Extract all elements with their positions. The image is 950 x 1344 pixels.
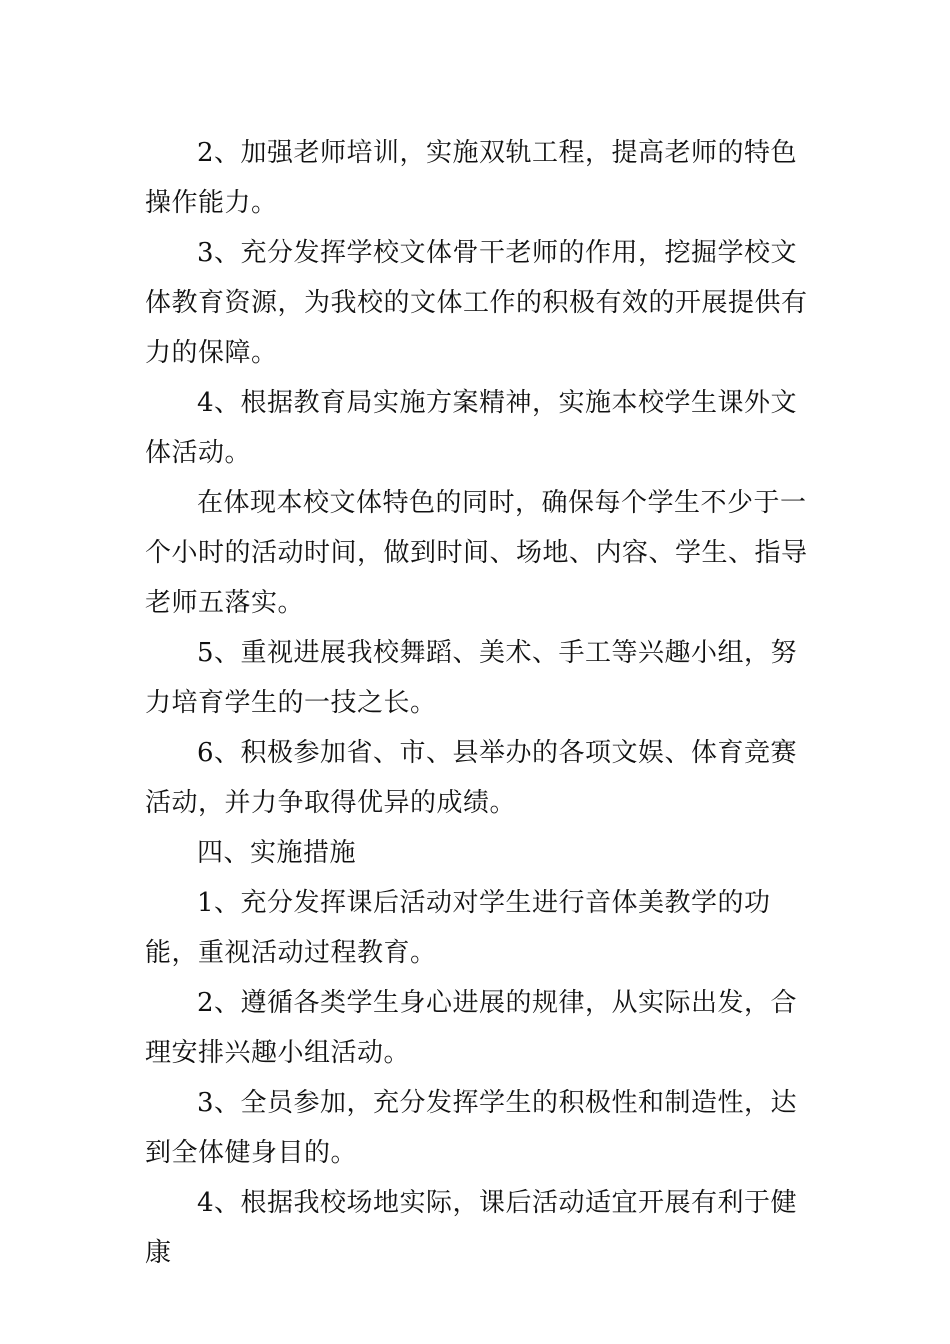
paragraph-measure-1: 1、充分发挥课后活动对学生进行音体美教学的功能，重视活动过程教育。	[145, 888, 771, 968]
paragraph-one-hour-activity: 在体现本校文体特色的同时，确保每个学生不少于一个小时的活动时间，做到时间、场地、内容、学生、指导老师五落实。	[145, 488, 808, 618]
section-heading-measures: 四、实施措施	[197, 838, 357, 868]
paragraph-extracurricular-activities: 4、根据教育局实施方案精神，实施本校学生课外文体活动。	[145, 388, 798, 468]
paragraph-measure-2: 2、遵循各类学生身心进展的规律，从实际出发，合理安排兴趣小组活动。	[145, 988, 798, 1068]
paragraph-teacher-training: 2、加强老师培训，实施双轨工程，提高老师的特色操作能力。	[145, 138, 798, 218]
paragraph-competitions: 6、积极参加省、市、县举办的各项文娱、体育竞赛活动，并力争取得优异的成绩。	[145, 738, 798, 818]
document-body	[145, 128, 810, 1278]
paragraph-interest-groups: 5、重视进展我校舞蹈、美术、手工等兴趣小组，努力培育学生的一技之长。	[145, 638, 798, 718]
paragraph-measure-4: 4、根据我校场地实际，课后活动适宜开展有利于健康	[145, 1188, 798, 1268]
paragraph-measure-3: 3、全员参加，充分发挥学生的积极性和制造性，达到全体健身目的。	[145, 1088, 798, 1168]
paragraph-backbone-teachers: 3、充分发挥学校文体骨干老师的作用，挖掘学校文体教育资源，为我校的文体工作的积极有效的开展提供有力的保障。	[145, 238, 808, 368]
